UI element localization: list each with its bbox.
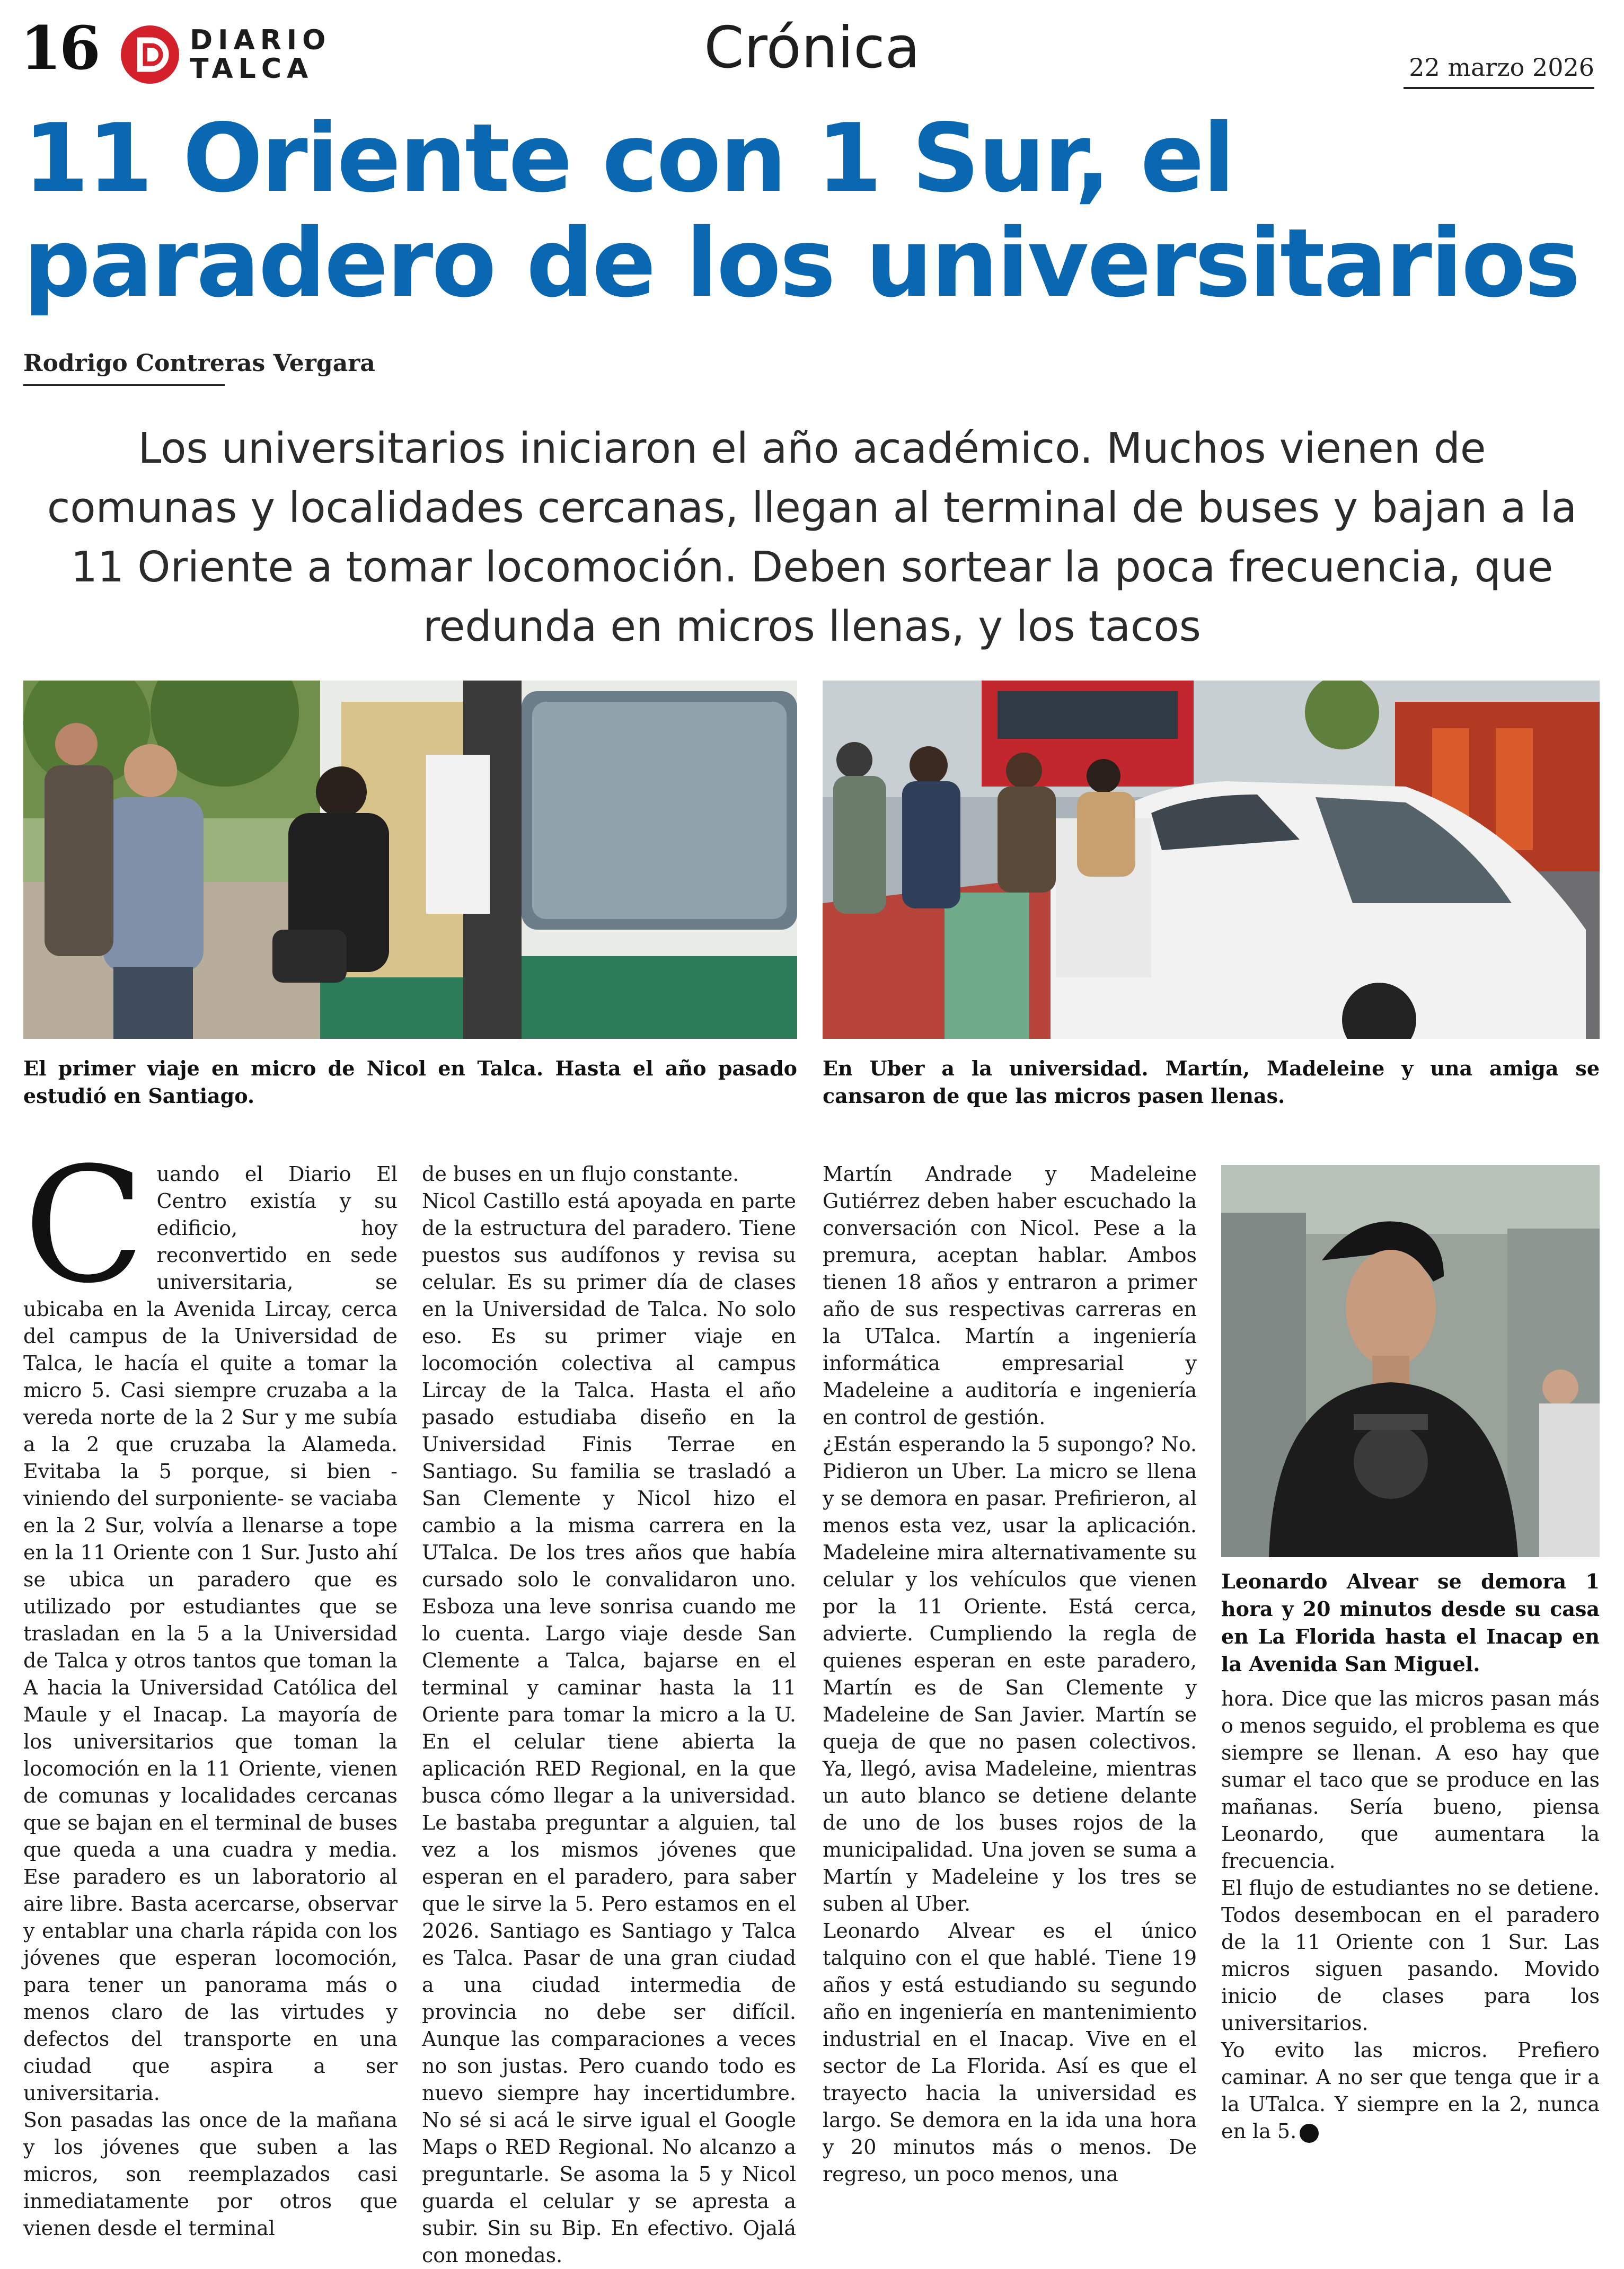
- body-paragraph: Leonardo Alvear es el único talquino con el que hablé. Tiene 19 años y está estudiando su segundo año en ingeniería en mantenimiento industrial en el Inacap. Vive en el sector de La Florida. Así es que el trayecto hacia la universidad es largo. Se demora en la ida una hora y 20 minutos más o menos. De regreso, un poco menos, una: [823, 1919, 1197, 2186]
- body-paragraph: Son pasadas las once de la mañana y los jóvenes que suben a las micros, son reemplazados casi inmediatamente por otros que vienen desde el terminal: [23, 2108, 398, 2240]
- photo-leonardo-portrait: [1221, 1165, 1600, 1557]
- logo-line-1: DIARIO: [190, 24, 331, 56]
- body-paragraph: uando el Diario El Centro existía y su edificio, hoy reconvertido en sede universitaria, se ubicaba en la Avenida Lircay, cerca del campus de la Universidad de Talca, le hacía el quite a tomar la micro 5. Casi siempre cruzaba a la vereda norte de la 2 Sur y me subía a la 2 que cruzaba la Alameda. Evitaba la 5 porque, si bien -viniendo del surponiente- se vaciaba en la 2 Sur, volvía a llenarse a tope en la 11 Oriente con 1 Sur. Justo ahí se ubica un paradero que es utilizado por estudiantes que se trasladan en la 5 a la Universidad de Talca y otros tantos que toman la A hacia la Universidad Católica del Maule y el Inacap. La mayoría de los universitarios que toman la locomoción en la 11 Oriente, vienen de comunas y localidades cercanas que se bajan en el terminal de buses que queda a una cuadra y media. Ese paradero es un laboratorio al aire libre. Basta acercarse, observar y entablar una charla rápida con los jóvenes que esperan locomoción, para tener un panorama más o menos claro de las virtudes y defectos del transporte en una ciudad que aspira a ser universitaria.: [23, 1162, 398, 2105]
- body-paragraph: Martín Andrade y Madeleine Gutiérrez deben haber escuchado la conversación con Nicol. Pese a la premura, aceptan hablar. Ambos tienen 18 años y entraron a primer año de sus respectivas carreras en la UTalca. Martín a ingeniería informática empresarial y Madeleine a auditoría e ingeniería en control de gestión.: [823, 1162, 1197, 1429]
- closing-paragraph: [1221, 2037, 1600, 2145]
- body-paragraph: Yo evito las micros. Prefiero caminar. A no ser que tenga que ir a la UTalca. Y siempre en la 2, nunca en la 5.: [1221, 2038, 1600, 2143]
- photo-bus-boarding-caption: El primer viaje en micro de Nicol en Talca. Hasta el año pasado estudió en Santiago.: [23, 1056, 797, 1108]
- body-column-2: [422, 1161, 796, 2269]
- page-number: 16: [20, 14, 99, 83]
- body-paragraph: El flujo de estudiantes no se detiene. Todos desembocan en el paradero de la 11 Oriente con 1 Sur. Las micros siguen pasando. Movido inicio de clases para los universitarios.: [1221, 1876, 1600, 2035]
- body-column-3: [823, 1161, 1197, 2188]
- section-title: Crónica: [704, 15, 920, 81]
- body-column-4: [1221, 1685, 1600, 2145]
- logo-line-2: TALCA: [190, 53, 314, 85]
- end-of-article-icon: [1300, 2124, 1319, 2143]
- byline: Rodrigo Contreras Vergara: [23, 350, 225, 386]
- photo-leonardo-caption: Leonardo Alvear se demora 1 hora y 20 minutos desde su casa en La Florida hasta el Inacap en la Avenida San Miguel.: [1221, 1569, 1600, 1676]
- headline: 11 Oriente con 1 Sur, el paradero de los universitarios: [23, 103, 1579, 318]
- body-paragraph: Nicol Castillo está apoyada en parte de la estructura del paradero. Tiene puestos sus audífonos y revisa su celular. Es su primer día de clases en la Universidad de Talca. No solo eso. Es su primer viaje en locomoción colectiva al campus Lircay de la Talca. Hasta el año pasado estudiaba diseño en la Universidad Finis Terrae en Santiago. Su familia se trasladó a San Clemente y Nicol hizo el cambio a la misma carrera en la UTalca. De los tres años que había cursado solo le convalidaron uno. Esboza una leve sonrisa cuando me lo cuenta. Largo viaje desde San Clemente a Talca, bajarse en el terminal y caminar hasta la 11 Oriente para tomar la micro a la U. En el celular tiene abierta la aplicación RED Regional, en la que busca cómo llegar a la universidad. Le bastaba preguntar a alguien, tal vez a los mismos jóvenes que esperan en el paradero, para saber que le sirve la 5. Pero estamos en el 2026. Santiago es Santiago y Talca es Talca. Pasar de una gran ciudad a una ciudad intermedia de provincia no debe ser difícil. Aunque las comparaciones a veces no son justas. Pero cuando todo es nuevo siempre hay incertidumbre. No sé si acá le sirve igual el Google Maps o RED Regional. No alcanzo a preguntarle. Se asoma la 5 y Nicol guarda el celular y se apresta a subir. Sin su Bip. En efectivo. Ojalá con monedas.: [422, 1189, 796, 2267]
- body-paragraph: de buses en un flujo constante.: [422, 1162, 739, 1186]
- body-column-1: [23, 1133, 398, 2242]
- photo-bus-boarding: [23, 681, 797, 1039]
- drop-cap: C: [23, 1133, 145, 1318]
- body-paragraph: hora. Dice que las micros pasan más o menos seguido, el problema es que siempre se llenan. A eso hay que sumar el taco que se produce en las mañanas. Sería bueno, piensa Leonardo, que aumentara la frecuencia.: [1221, 1687, 1600, 1873]
- publication-date: 22 marzo 2026: [1404, 53, 1594, 89]
- photo-uber-car: [823, 681, 1600, 1039]
- body-paragraph: ¿Están esperando la 5 supongo? No. Pidieron un Uber. La micro se llena y se demora en pasar. Prefirieron, al menos esta vez, usar la aplicación. Madeleine mira alternativamente su celular y los vehículos que vienen por la 11 Oriente. Está cerca, advierte. Cumpliendo la regla de quienes esperan en este paradero, Martín es de San Clemente y Madeleine de San Javier. Martín se queja de que no pasen colectivos. Ya, llegó, avisa Madeleine, mientras un auto blanco se detiene delante de uno de los buses rojos de la municipalidad. Una joven se suma a Martín y Madeleine y los tres se suben al Uber.: [823, 1433, 1197, 1915]
- photo-uber-car-caption: En Uber a la universidad. Martín, Madeleine y una amiga se cansaron de que las micros pasen llenas.: [823, 1056, 1600, 1108]
- lede: Los universitarios iniciaron el año académico. Muchos vienen de comunas y localidades cercanas, llegan al terminal de buses y bajan a la 11 Oriente a tomar locomoción. Deben sortear la poca frecuencia, que redunda en micros llenas, y los tacos: [47, 424, 1577, 651]
